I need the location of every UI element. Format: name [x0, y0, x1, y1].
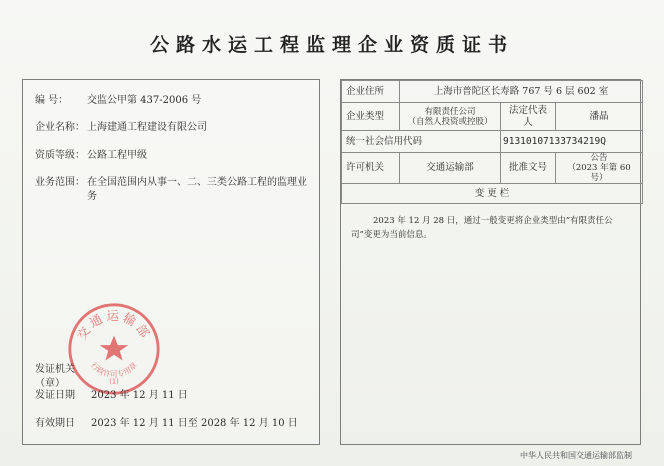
- change-section-title: 变 更 栏: [342, 184, 643, 204]
- scope-value: 在全国范围内从事一、二、三类公路工程的监理业务: [87, 177, 307, 202]
- table-row: [342, 184, 643, 204]
- field-grade: [35, 149, 147, 163]
- number-label: 编 号：: [35, 95, 69, 106]
- issue-date-label: 发证日期: [35, 390, 75, 401]
- rep-label: 法定代表人: [501, 103, 556, 131]
- approval-value: [556, 153, 643, 184]
- grade-label: 资质等级：: [35, 150, 85, 161]
- seal-bottom-text: 行政许可专用章: [89, 360, 139, 380]
- seal-top-text: 交通运输部: [73, 308, 155, 343]
- company-info-table: [341, 80, 643, 204]
- right-info-panel: [340, 79, 641, 445]
- field-issuer: [35, 363, 91, 391]
- table-row: [342, 81, 643, 103]
- grade-value: 公路工程甲级: [87, 150, 147, 161]
- type-line-1: 有限责任公司: [424, 106, 476, 117]
- authority-label: 许可机关: [342, 153, 400, 184]
- certificate-title: 公路水运工程监理企业资质证书: [149, 34, 514, 56]
- authority-value: 交通运输部: [400, 153, 501, 184]
- credit-value: 91310107133734219Q: [501, 131, 643, 153]
- field-scope: [35, 176, 309, 204]
- approval-line-1: 公告: [590, 153, 608, 163]
- table-row: [342, 103, 643, 131]
- star-icon: [100, 336, 129, 361]
- approval-line-2: （2023 年第 60 号）: [567, 163, 631, 183]
- issue-date-value: 2023 年 12 月 11 日: [91, 390, 188, 401]
- address-value: 上海市普陀区长寿路 767 号 6 层 602 室: [400, 81, 643, 103]
- company-value: 上海建通工程建设有限公司: [87, 122, 207, 133]
- number-value: 交监公甲第 437-2006 号: [87, 95, 202, 106]
- valid-value: 2023 年 12 月 11 日至 2028 年 12 月 10 日: [91, 418, 298, 429]
- issuer-label: 发证机关（章）: [35, 364, 75, 389]
- valid-label: 有效期日: [35, 418, 75, 429]
- field-issue-date: [35, 389, 188, 403]
- table-row: [342, 131, 643, 153]
- company-label: 企业名称：: [35, 122, 85, 133]
- svg-text:行政许可专用章: [89, 360, 139, 379]
- approval-label: 批准文号: [501, 153, 556, 184]
- type-value: [400, 103, 501, 131]
- rep-value: 潘晶: [556, 103, 643, 131]
- change-record-text: 2023 年 12 月 28 日，通过一般变更将企业类型由“有限责任公司”变更为当前信息。: [351, 216, 613, 240]
- address-label: 企业住所: [342, 81, 400, 103]
- field-number: [35, 94, 201, 108]
- field-company: [35, 121, 207, 135]
- credit-label: 统一社会信用代码: [342, 131, 501, 153]
- type-line-2: （自然人投资或控股）: [407, 116, 493, 127]
- type-label: 企业类型: [342, 103, 400, 131]
- issuer-footer: 中华人民共和国交通运输部监制: [520, 451, 632, 460]
- table-row: [342, 153, 643, 184]
- left-info-panel: [22, 79, 320, 445]
- field-valid-period: [35, 417, 298, 431]
- scope-label: 业务范围：: [35, 177, 85, 188]
- seal-code: (1): [109, 377, 119, 386]
